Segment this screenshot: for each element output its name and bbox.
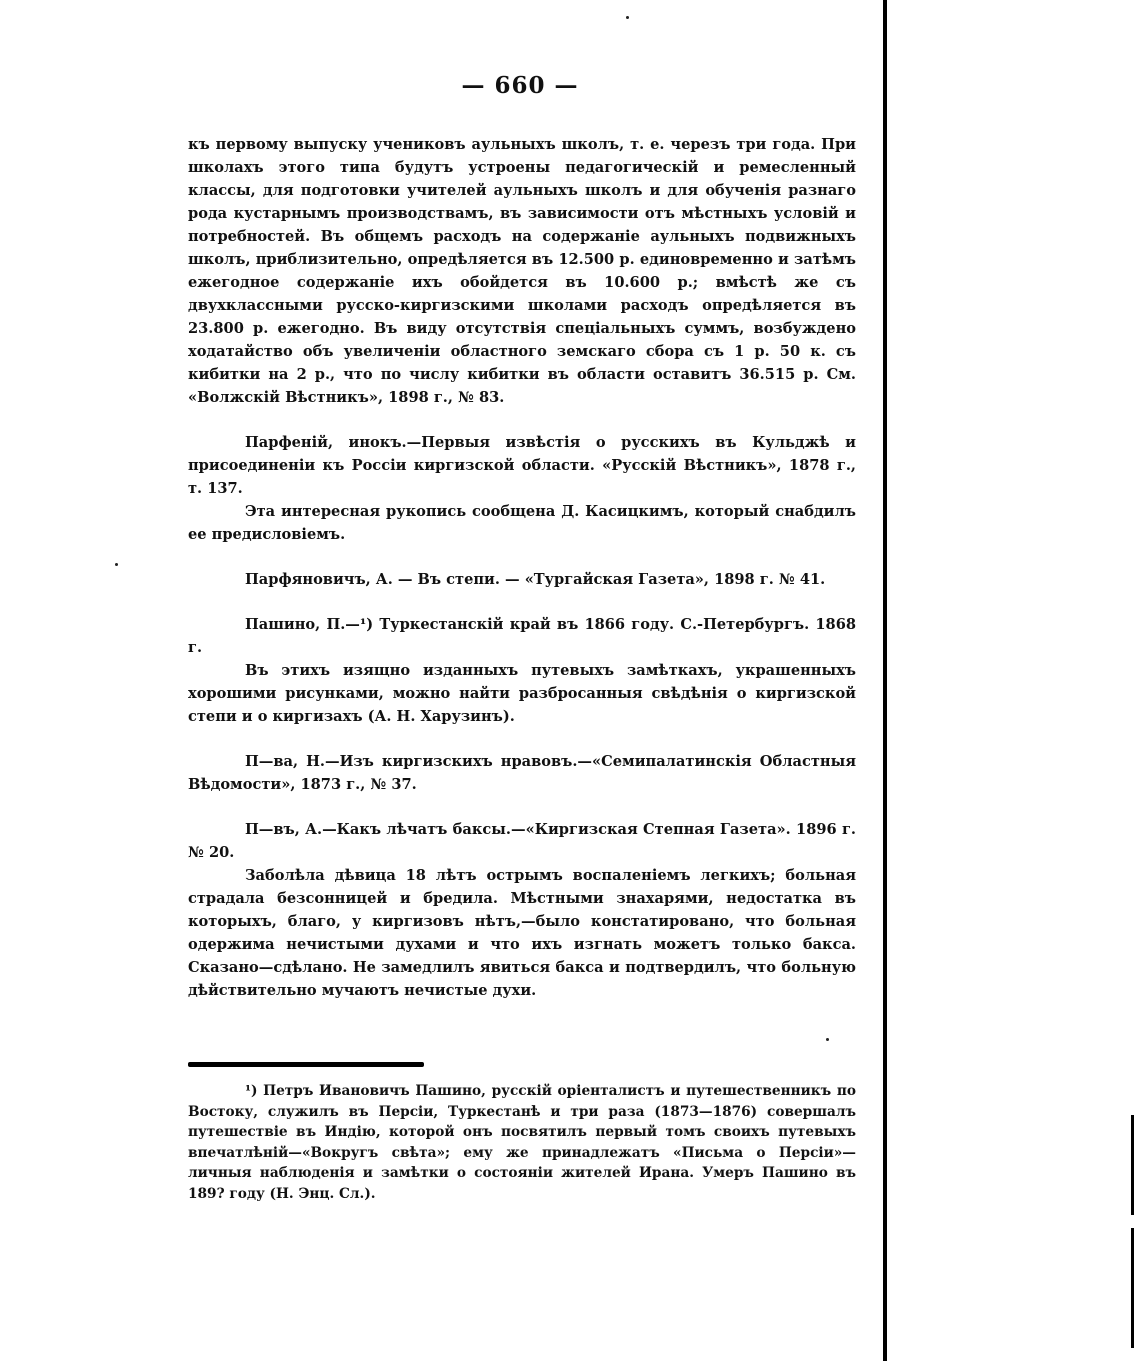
bibliography-entry: Парфеній, инокъ.—Первыя извѣстія о русскихъ въ Кульджѣ и присоединеніи къ Россіи киргизской области. «Русскій Вѣстникъ», 1878 г., т. 137. [188, 434, 856, 497]
footnote: ¹) Петръ Ивановичъ Пашино, русскій оріенталистъ и путешественникъ по Востоку, служилъ въ Персіи, Туркестанѣ и три раза (1873—1876) совершалъ путешествіе въ Индію, которой онъ посвятилъ первый томъ своихъ путевыхъ впечатлѣній—«Вокругъ свѣта»; ему же принадлежатъ «Письма о Персіи»—личныя наблюденія и замѣтки о состояніи жителей Ирана. Умеръ Пашино въ 189? году (Н. Энц. Сл.). [188, 1083, 856, 1202]
main-text-column [188, 133, 856, 1002]
scan-speck [626, 16, 629, 19]
paragraph-continuation: къ первому выпуску учениковъ аульныхъ школъ, т. е. черезъ три года. При школахъ этого типа будутъ устроены педагогическій и ремесленный классы, для подготовки учителей аульныхъ школъ и для обученія разнаго рода кустарнымъ производствамъ, въ зависимости отъ мѣстныхъ условій и потребностей. Въ общемъ расходъ на содержаніе аульныхъ подвижныхъ школъ, приблизительно, опредѣляется въ 12.500 р. единовременно и затѣмъ ежегодное содержаніе ихъ обойдется въ 10.600 р.; вмѣстѣ же съ двухклассными русско-киргизскими школами расходъ опредѣляется въ 23.800 р. ежегодно. Въ виду отсутствія спеціальныхъ суммъ, возбуждено ходатайство объ увеличеніи областного земскаго сбора съ 1 р. 50 к. съ кибитки на 2 р., что по числу кибитки въ области оставитъ 36.515 р. См. «Волжскій Вѣстникъ», 1898 г., № 83. [188, 136, 856, 406]
scan-speck [826, 1038, 829, 1041]
footnote-separator [188, 1062, 424, 1067]
edge-mark [1131, 1228, 1134, 1348]
bibliography-entry: П—ва, Н.—Изъ киргизскихъ нравовъ.—«Семипалатинскія Областныя Вѣдомости», 1873 г., № 37. [188, 753, 856, 793]
bibliography-entry: Парфяновичъ, А. — Въ степи. — «Тургайская Газета», 1898 г. № 41. [245, 571, 826, 588]
binding-rule [883, 0, 887, 1361]
entry-annotation: Эта интересная рукопись сообщена Д. Касицкимъ, который снабдилъ ее предисловіемъ. [188, 503, 856, 543]
page-number: — 660 — [461, 72, 579, 99]
scan-speck [115, 563, 118, 566]
bibliography-entry: П—въ, А.—Какъ лѣчатъ баксы.—«Киргизская Степная Газета». 1896 г. № 20. [188, 821, 856, 861]
edge-mark [1131, 1115, 1134, 1215]
entry-annotation: Въ этихъ изящно изданныхъ путевыхъ замѣткахъ, украшенныхъ хорошими рисунками, можно найти разбросанныя свѣдѣнія о киргизской степи и о киргизахъ (А. Н. Харузинъ). [188, 662, 856, 725]
entry-annotation: Заболѣла дѣвица 18 лѣтъ острымъ воспаленіемъ легкихъ; больная страдала безсонницей и бредила. Мѣстными знахарями, недостатка въ которыхъ, благо, у киргизовъ нѣтъ,—было констатировано, что больная одержима нечистыми духами и что ихъ изгнать можетъ только бакса. Сказано—сдѣлано. Не замедлилъ явиться бакса и подтвердилъ, что больную дѣйствительно мучаютъ нечистые духи. [188, 867, 856, 999]
bibliography-entry: Пашино, П.—¹) Туркестанскій край въ 1866 году. С.-Петербургъ. 1868 г. [188, 616, 856, 656]
